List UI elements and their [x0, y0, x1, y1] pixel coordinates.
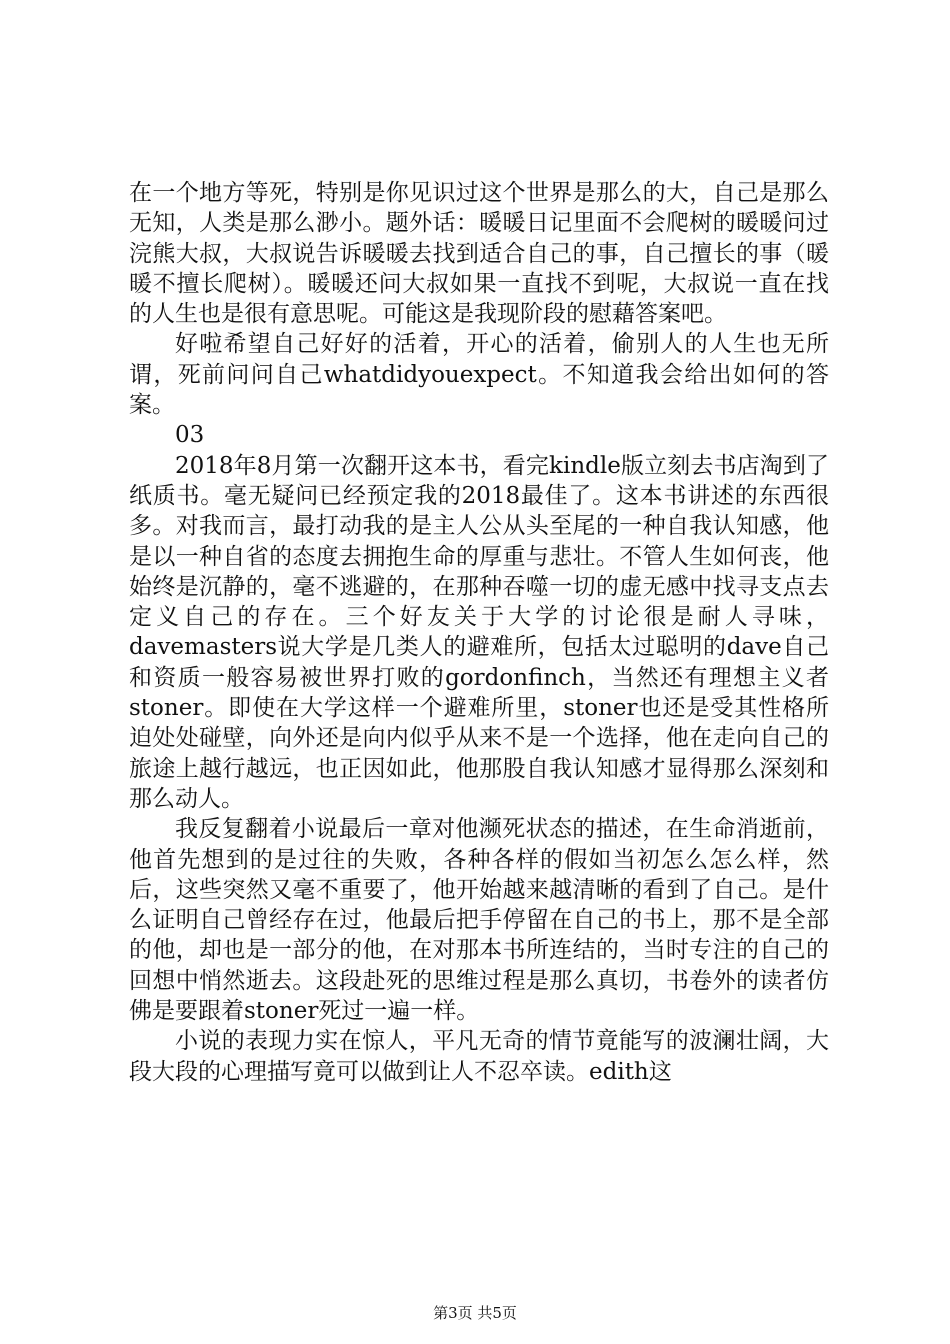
document-body: [129, 178, 829, 1087]
paragraph-3: 2018年8月第一次翻开这本书，看完kindle版立刻去书店淘到了纸质书。毫无疑问已经预定我的2018最佳了。这本书讲述的东西很多。对我而言，最打动我的是主人公从头至尾的一种自我认知感，他是以一种自省的态度去拥抱生命的厚重与悲壮。不管人生如何丧，他始终是沉静的，毫不逃避的，在那种吞噬一切的虚无感中找寻支点去定义自己的存在。三个好友关于大学的讨论很是耐人寻味，davemasters说大学是几类人的避难所，包括太过聪明的dave自己和资质一般容易被世界打败的gordonfinch，当然还有理想主义者stoner。即使在大学这样一个避难所里，stoner也还是受其性格所迫处处碰壁，向外还是向内似乎从来不是一个选择，他在走向自己的旅途上越行越远，也正因如此，他那股自我认知感才显得那么深刻和那么动人。: [129, 452, 829, 812]
section-number: 03: [175, 422, 205, 449]
page-footer: [0, 1302, 950, 1323]
paragraph-1: 在一个地方等死，特别是你见识过这个世界是那么的大，自己是那么无知，人类是那么渺小。题外话：暖暖日记里面不会爬树的暖暖问过浣熊大叔，大叔说告诉暖暖去找到适合自己的事，自己擅长的事（暖暖不擅长爬树）。暖暖还问大叔如果一直找不到呢，大叔说一直在找的人生也是很有意思呢。可能这是我现阶段的慰藉答案吧。: [129, 180, 829, 328]
paragraph-2: 好啦希望自己好好的活着，开心的活着，偷别人的人生也无所谓，死前问问自己whatdidyouexpect。不知道我会给出如何的答案。: [129, 331, 829, 419]
paragraph-5: 小说的表现力实在惊人，平凡无奇的情节竟能写的波澜壮阔，大段大段的心理描写竟可以做到让人不忍卒读。edith这: [129, 1028, 829, 1085]
page-number-label: 第3页 共5页: [433, 1304, 517, 1322]
paragraph-4: 我反复翻着小说最后一章对他濒死状态的描述，在生命消逝前，他首先想到的是过往的失败，各种各样的假如当初怎么怎么样，然后，这些突然又毫不重要了，他开始越来越清晰的看到了自己。是什么证明自己曾经存在过，他最后把手停留在自己的书上，那不是全部的他，却也是一部分的他，在对那本书所连结的，当时专注的自己的回想中悄然逝去。这段赴死的思维过程是那么真切，书卷外的读者仿佛是要跟着stoner死过一遍一样。: [129, 816, 829, 1025]
